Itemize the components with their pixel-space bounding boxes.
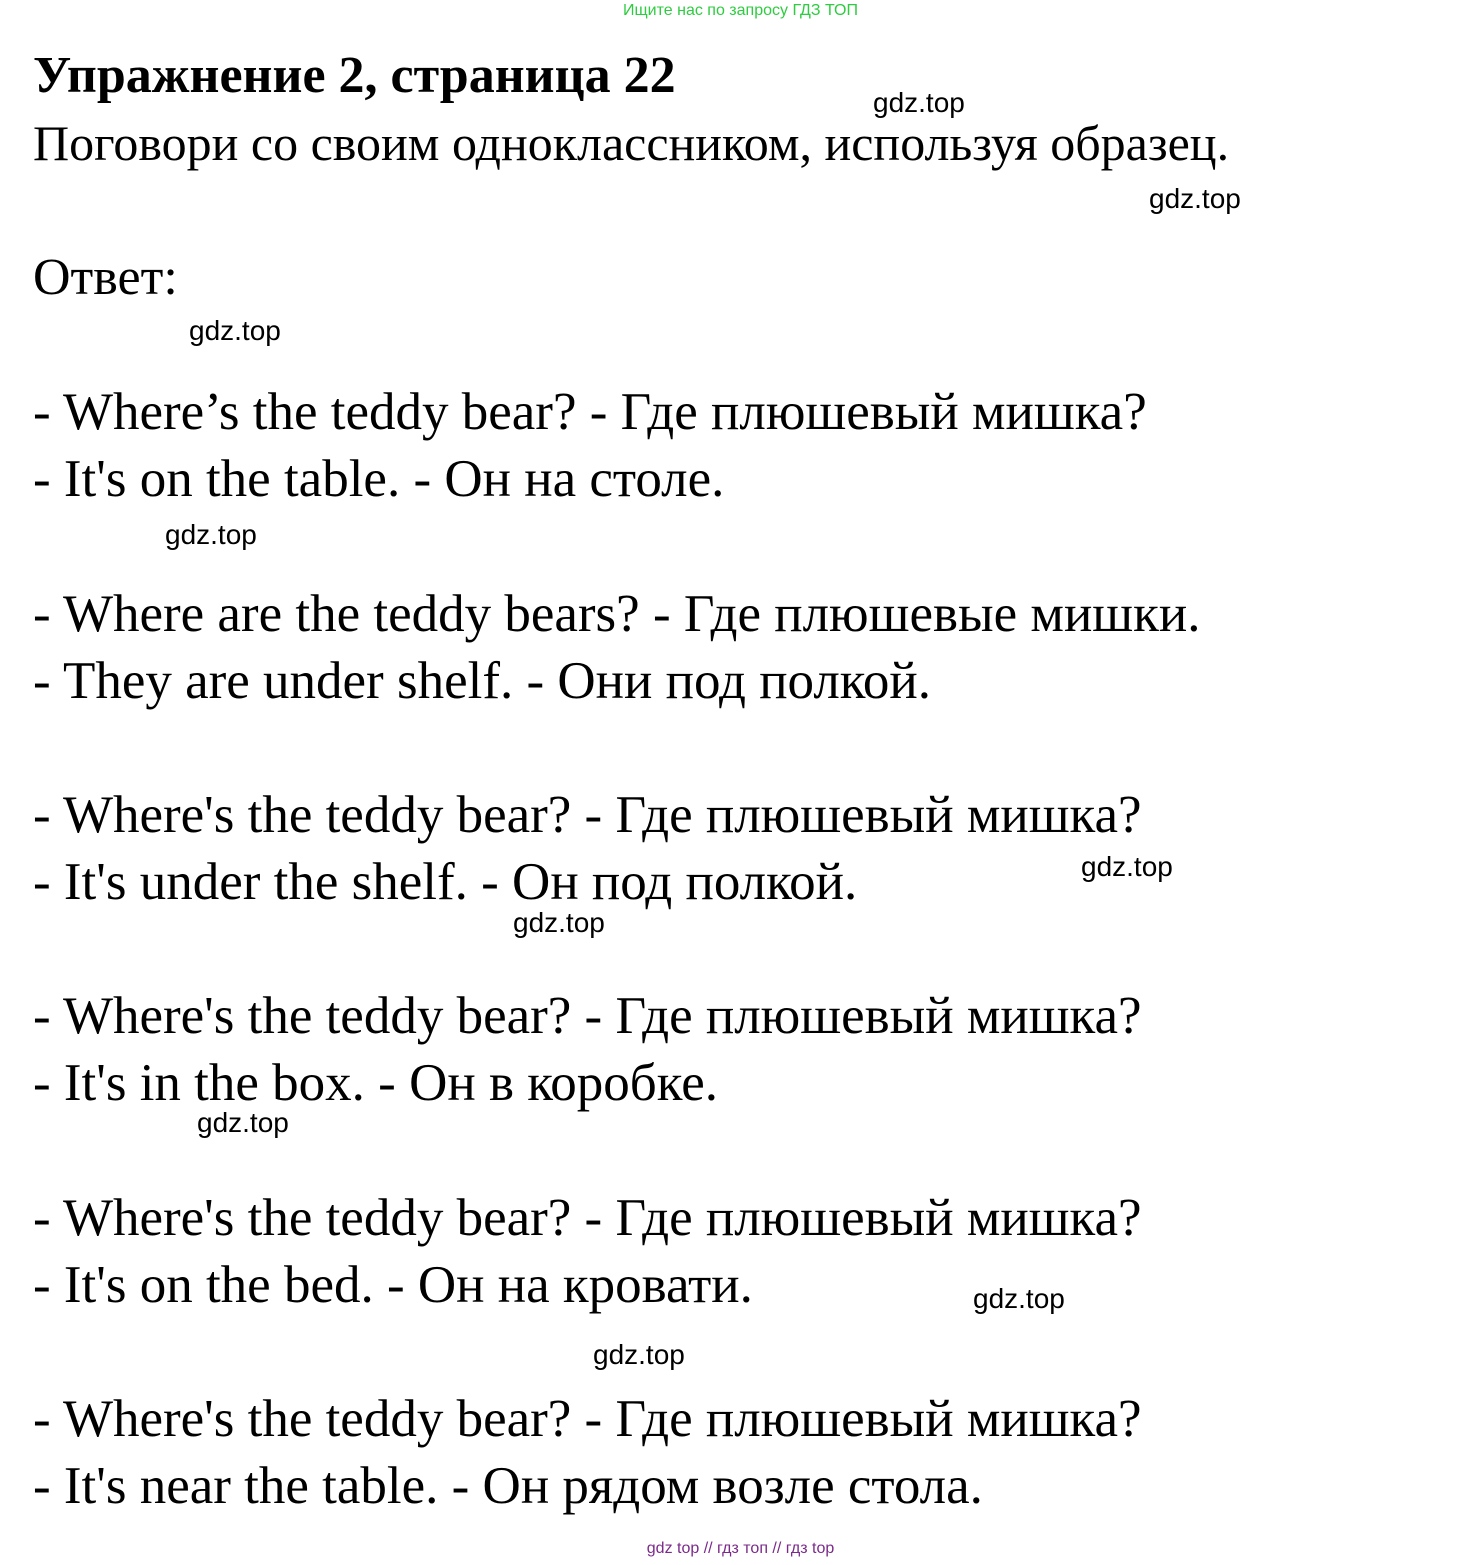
task-text: Поговори со своим одноклассником, используя образец. xyxy=(33,115,1230,171)
dialog-4-question: - Where's the teddy bear? - Где плюшевый мишка? xyxy=(33,987,1142,1045)
dialog-6-answer: - It's near the table. - Он рядом возле стола. xyxy=(33,1457,983,1515)
watermark: gdz.top xyxy=(1149,183,1241,214)
answer-label: Ответ: xyxy=(33,249,178,306)
top-banner: Ищите нас по запросу ГДЗ ТОП xyxy=(623,2,858,19)
page-title: Упражнение 2, страница 22 xyxy=(33,47,676,104)
watermark: gdz.top xyxy=(513,907,605,938)
dialog-3-answer: - It's under the shelf. - Он под полкой. xyxy=(33,853,858,911)
footer-links: gdz top // гдз топ // гдз top xyxy=(646,1540,835,1557)
dialog-2-question: - Where are the teddy bears? - Где плюшевые мишки. xyxy=(33,585,1201,643)
watermark: gdz.top xyxy=(873,87,965,118)
dialog-4-answer: - It's in the box. - Он в коробке. xyxy=(33,1054,718,1112)
dialog-5-answer: - It's on the bed. - Он на кровати. xyxy=(33,1256,753,1314)
watermark: gdz.top xyxy=(973,1283,1065,1314)
dialog-2-answer: - They are under shelf. - Они под полкой. xyxy=(33,652,931,710)
dialog-3-question: - Where's the teddy bear? - Где плюшевый мишка? xyxy=(33,786,1142,844)
watermark: gdz.top xyxy=(165,519,257,550)
watermark: gdz.top xyxy=(197,1107,289,1138)
dialog-1-answer: - It's on the table. - Он на столе. xyxy=(33,450,725,508)
dialog-1-question: - Where’s the teddy bear? - Где плюшевый мишка? xyxy=(33,383,1147,441)
dialog-5-question: - Where's the teddy bear? - Где плюшевый мишка? xyxy=(33,1189,1142,1247)
watermark: gdz.top xyxy=(1081,851,1173,882)
dialog-6-question: - Where's the teddy bear? - Где плюшевый мишка? xyxy=(33,1390,1142,1448)
watermark: gdz.top xyxy=(189,315,281,346)
watermark: gdz.top xyxy=(593,1339,685,1370)
